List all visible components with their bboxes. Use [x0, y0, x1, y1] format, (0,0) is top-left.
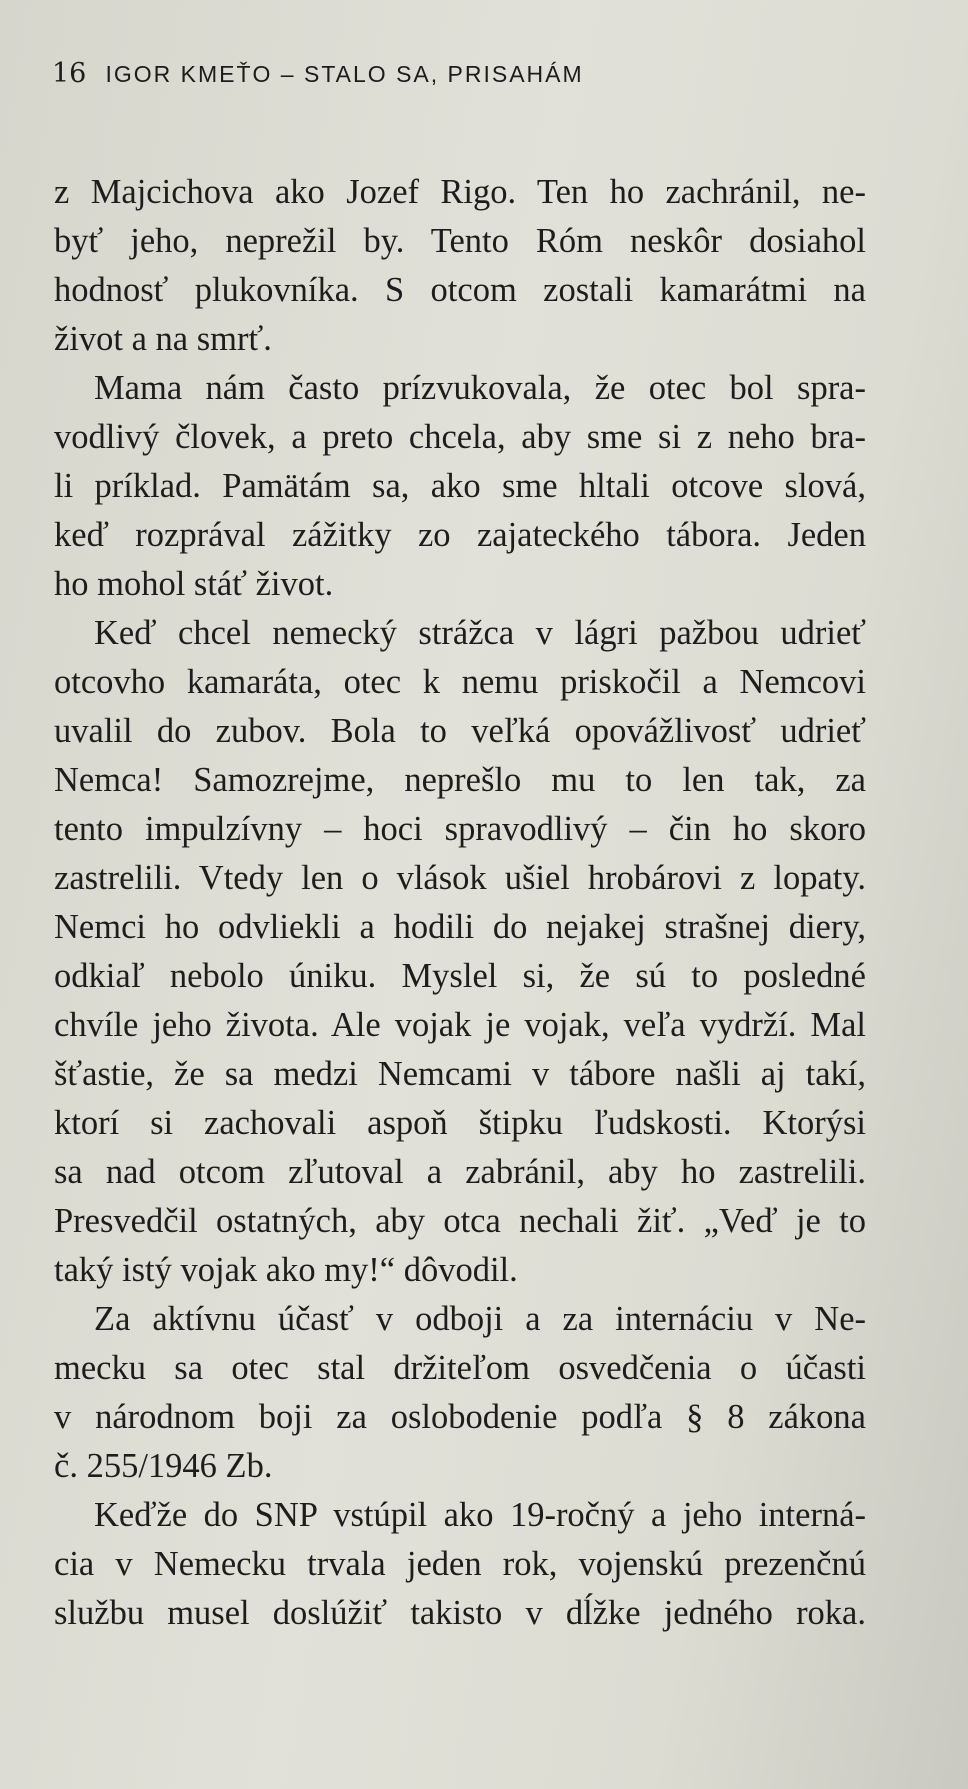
text-line: keď rozprával zážitky zo zajateckého tábora. Jeden — [54, 516, 866, 554]
text-line: Mama nám často prízvukovala, že otec bol spra- — [94, 369, 866, 407]
text-line: Nemci ho odvliekli a hodili do nejakej strašnej diery, — [54, 908, 866, 946]
paragraph — [54, 609, 866, 1295]
text-line: cia v Nemecku trvala jeden rok, vojenskú prezenčnú — [54, 1545, 866, 1583]
text-line: Za aktívnu účasť v odboji a za internáciu v Ne- — [94, 1300, 866, 1338]
text-line: vodlivý človek, a preto chcela, aby sme si z neho bra- — [54, 418, 866, 456]
text-line: v národnom boji za oslobodenie podľa § 8 zákona — [54, 1398, 866, 1436]
text-line: službu musel doslúžiť takisto v dĺžke jedného roka. — [54, 1594, 866, 1632]
paragraph — [54, 168, 866, 364]
text-line: ktorí si zachovali aspoň štipku ľudskosti. Ktorýsi — [54, 1104, 866, 1142]
paragraph — [54, 1491, 866, 1638]
text-line: tento impulzívny – hoci spravodlivý – čin ho skoro — [54, 810, 866, 848]
text-line: otcovho kamaráta, otec k nemu priskočil a Nemcovi — [54, 663, 866, 701]
text-line: šťastie, že sa medzi Nemcami v tábore našli aj takí, — [54, 1055, 866, 1093]
text-line: mecku sa otec stal držiteľom osvedčenia o účasti — [54, 1349, 866, 1387]
text-line: uvalil do zubov. Bola to veľká opovážlivosť udrieť — [54, 712, 866, 750]
text-line: Keďže do SNP vstúpil ako 19-ročný a jeho interná- — [94, 1496, 866, 1534]
text-line: zastrelili. Vtedy len o vlások ušiel hrobárovi z lopaty. — [54, 859, 866, 897]
text-line: li príklad. Pamätám sa, ako sme hltali otcove slová, — [54, 467, 866, 505]
running-title: IGOR KMEŤO – STALO SA, PRISAHÁM — [105, 61, 584, 87]
text-line: Nemca! Samozrejme, neprešlo mu to len tak, za — [54, 761, 866, 799]
text-line: ho mohol stáť život. — [54, 565, 334, 603]
text-line: z Majcichova ako Jozef Rigo. Ten ho zachránil, ne- — [54, 173, 866, 211]
text-line: odkiaľ nebolo úniku. Myslel si, že sú to posledné — [54, 957, 866, 995]
text-line: život a na smrť. — [54, 320, 272, 358]
paragraph — [54, 364, 866, 609]
text-line: Keď chcel nemecký strážca v lágri pažbou udrieť — [94, 614, 866, 652]
text-line: taký istý vojak ako my!“ dôvodil. — [54, 1251, 518, 1289]
text-line: Presvedčil ostatných, aby otca nechali žiť. „Veď je to — [54, 1202, 866, 1240]
text-line: hodnosť plukovníka. S otcom zostali kamarátmi na — [54, 271, 866, 309]
text-line: chvíle jeho života. Ale vojak je vojak, veľa vydrží. Mal — [54, 1006, 866, 1044]
page-header — [52, 58, 584, 89]
text-line: byť jeho, neprežil by. Tento Róm neskôr dosiahol — [54, 222, 866, 260]
text-line: č. 255/1946 Zb. — [54, 1447, 273, 1485]
body-text — [54, 168, 866, 1638]
paragraph — [54, 1295, 866, 1491]
page-number: 16 — [52, 58, 87, 89]
text-line: sa nad otcom zľutoval a zabránil, aby ho zastrelili. — [54, 1153, 866, 1191]
